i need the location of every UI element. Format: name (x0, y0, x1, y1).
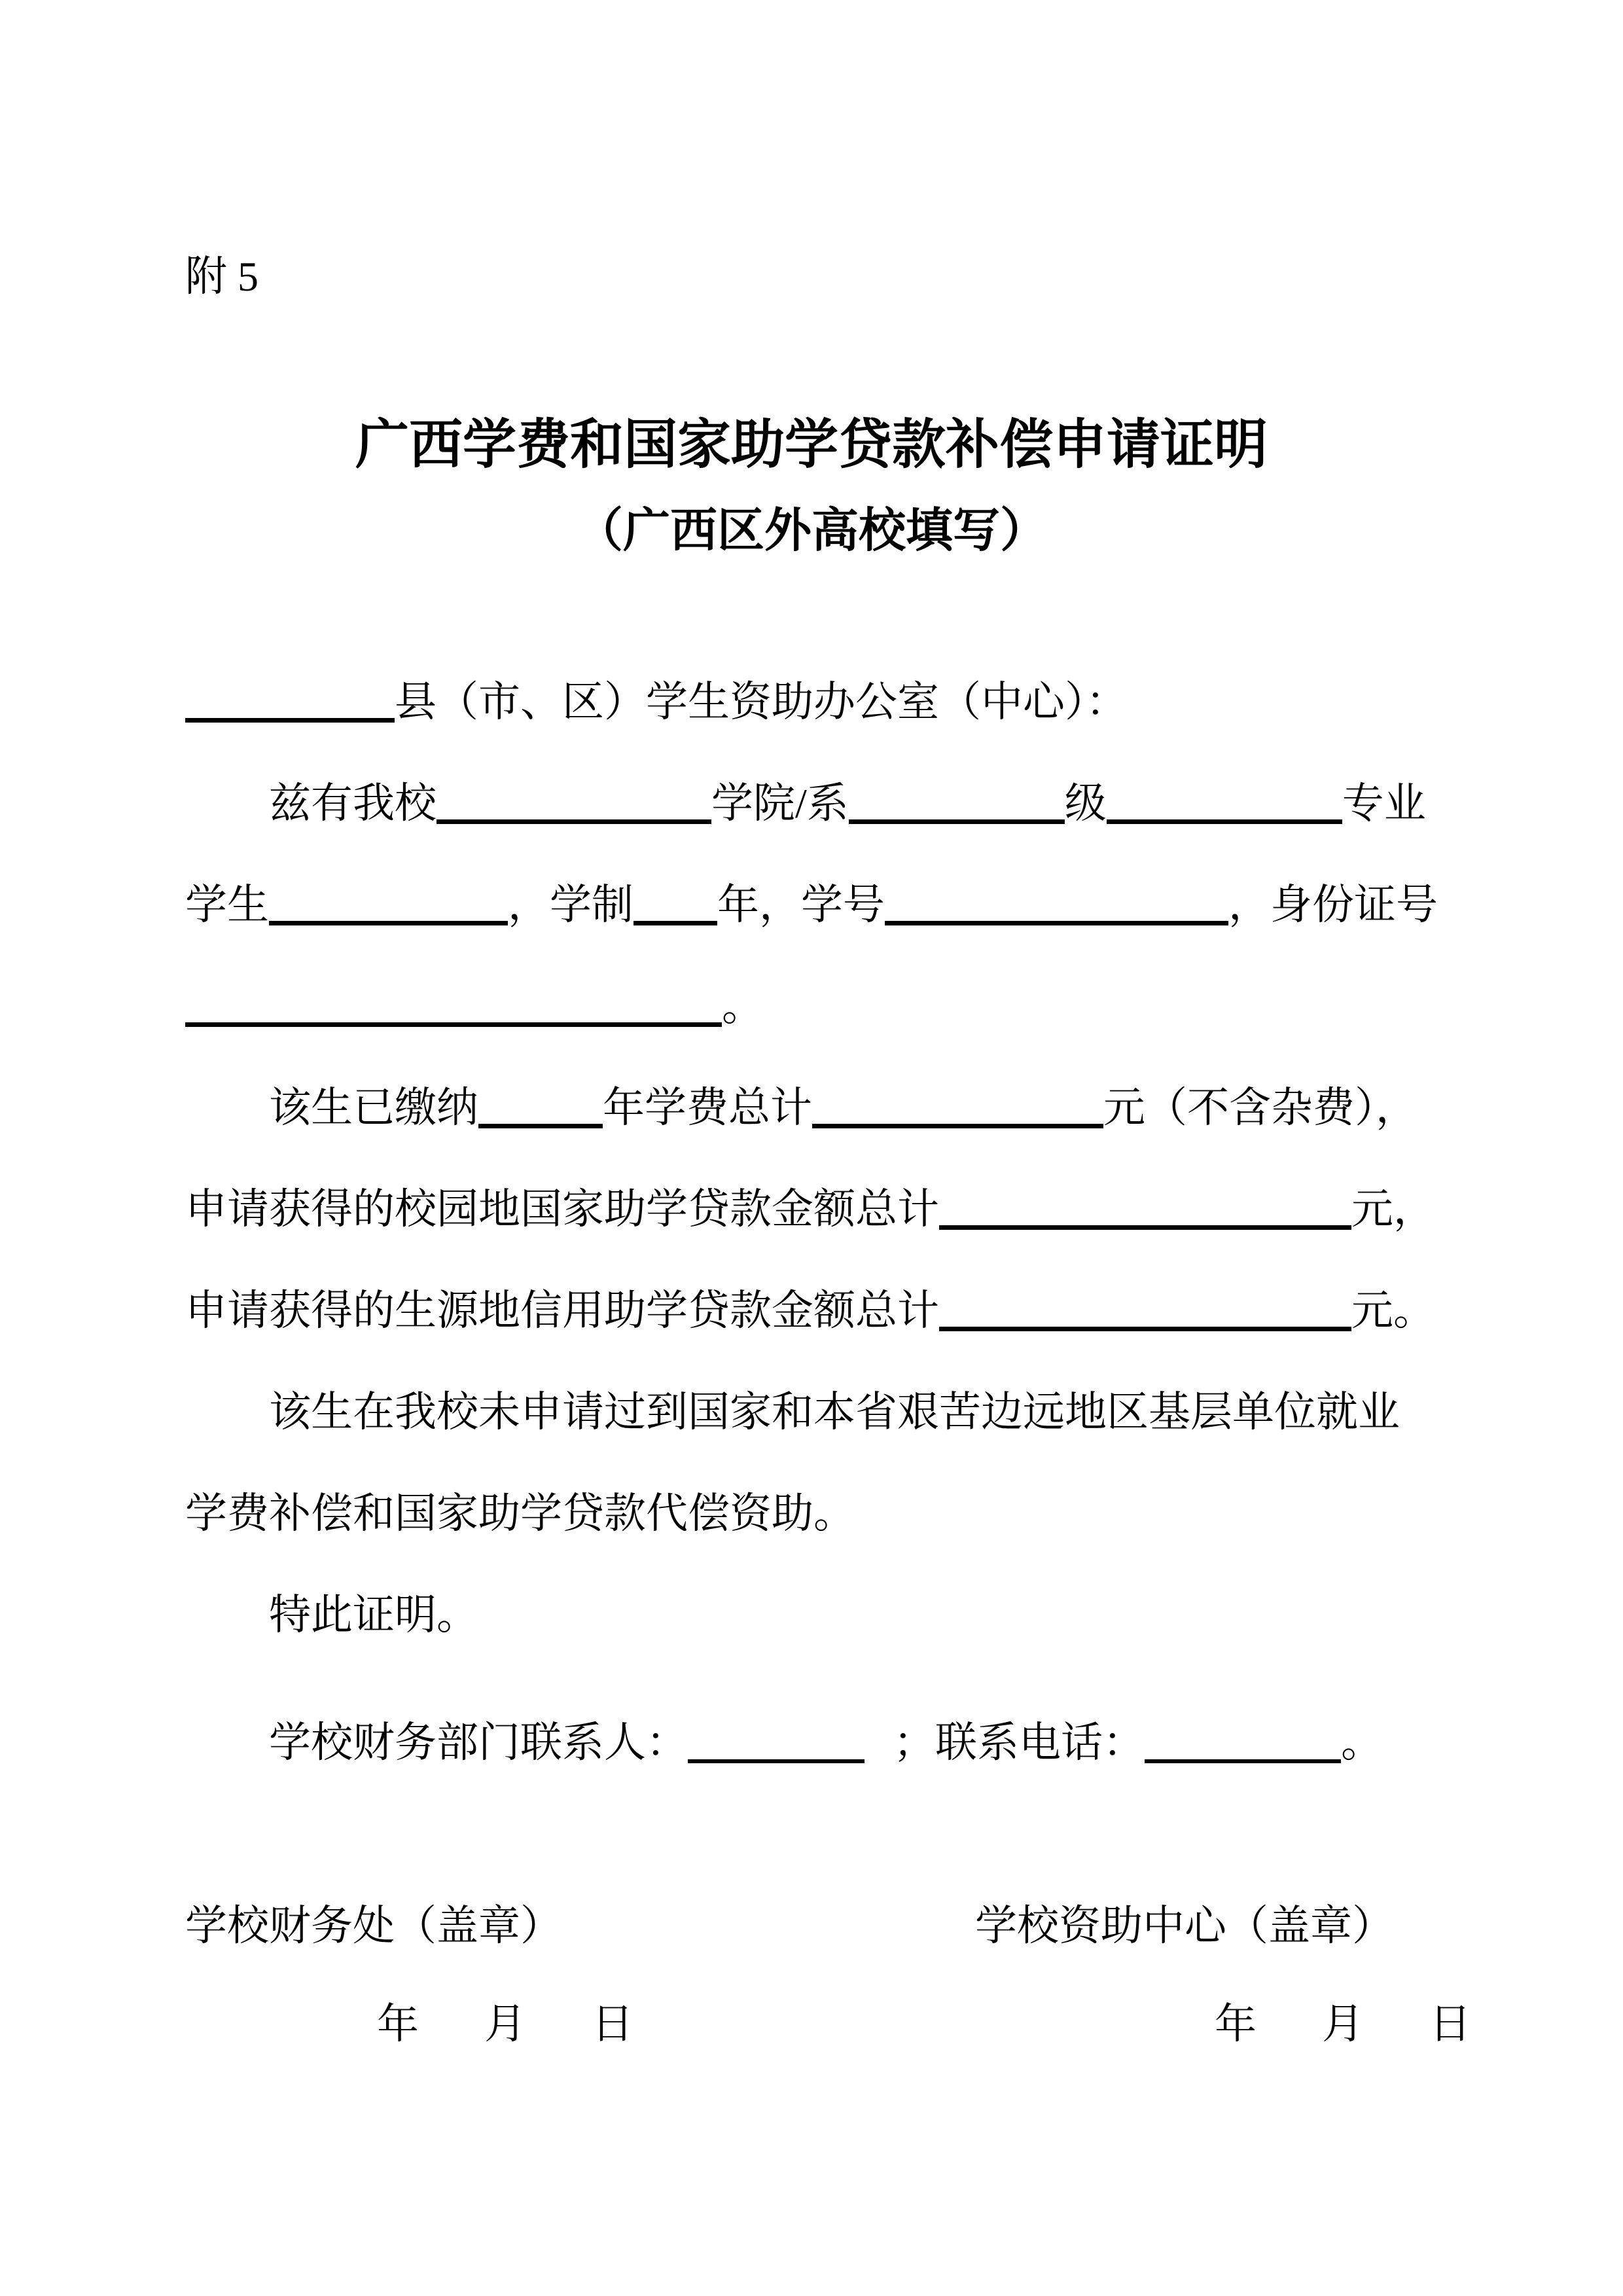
certify-text: 特此证明。 (269, 1592, 478, 1638)
school-line-text-4: 专业 (1342, 780, 1426, 827)
contact-text-2: ；联系电话： (893, 1719, 1145, 1766)
campus-loan-line (185, 1158, 1440, 1260)
source-loan-line (185, 1260, 1440, 1361)
id-number-line (185, 956, 1440, 1057)
blank-major-field (1107, 819, 1342, 824)
student-line-text-2: ，学制 (508, 882, 633, 928)
tuition-line-text-2: 年学费总计 (603, 1085, 812, 1131)
tuition-line (185, 1057, 1440, 1158)
school-line (185, 753, 1440, 854)
document-title: 广西学费和国家助学贷款补偿申请证明 (355, 415, 1268, 475)
no-apply-text-2: 学费补偿和国家助学贷款代偿资助。 (185, 1490, 855, 1537)
student-line-text-1: 学生 (185, 882, 269, 928)
salutation-text: 县（市、区）学生资助办公室（中心）： (395, 679, 1128, 725)
blank-student-name-field (269, 921, 508, 925)
contact-text-1: 学校财务部门联系人： (269, 1719, 688, 1766)
source-loan-text-2: 元。 (1351, 1287, 1435, 1334)
day-label: 日 (592, 2001, 633, 2047)
blank-tuition-total-field (812, 1124, 1103, 1128)
blank-tuition-year-field (478, 1124, 603, 1128)
blank-grade-field (849, 819, 1065, 824)
student-line-text-3: 年，学号 (717, 882, 885, 928)
contact-line (185, 1692, 1440, 1793)
blank-source-loan-total-field (939, 1327, 1351, 1331)
id-line-period: 。 (722, 983, 764, 1030)
school-line-text-3: 级 (1064, 780, 1107, 827)
blank-contact-name-field (688, 1759, 865, 1763)
attachment-label: 附 5 (185, 253, 259, 300)
year-label: 年 (377, 2001, 419, 2047)
blank-id-number-field (185, 1022, 722, 1027)
document-subtitle: （广西区外高校填写） (575, 505, 1047, 557)
tuition-line-text-3: 元（不含杂费）， (1103, 1085, 1418, 1131)
certify-line (185, 1564, 1440, 1666)
no-apply-line-2 (185, 1463, 1440, 1564)
year-label: 年 (1215, 2001, 1257, 2047)
blank-schooling-years-field (633, 921, 717, 925)
school-line-text-2: 学院/系 (711, 780, 849, 827)
blank-contact-phone-field (1145, 1759, 1341, 1763)
blank-campus-loan-total-field (939, 1225, 1351, 1230)
contact-text-3: 。 (1341, 1719, 1383, 1766)
no-apply-line-1 (185, 1361, 1440, 1463)
student-line (185, 854, 1440, 956)
day-label: 日 (1429, 2001, 1471, 2047)
school-line-text-1: 兹有我校 (269, 780, 437, 827)
student-line-text-4: ，身份证号 (1228, 882, 1438, 928)
document-body (185, 651, 1440, 1793)
month-label: 月 (1322, 2001, 1364, 2047)
finance-office-stamp-label: 学校财务处（盖章） (185, 1903, 562, 1949)
source-loan-text-1: 申请获得的生源地信用助学贷款金额总计 (185, 1287, 939, 1334)
month-label: 月 (484, 2001, 526, 2047)
aid-center-stamp-label: 学校资助中心（盖章） (975, 1903, 1394, 1949)
campus-loan-text-2: 元， (1351, 1186, 1435, 1232)
finance-office-date-line (377, 2001, 633, 2047)
aid-center-date-line (1215, 2001, 1471, 2047)
no-apply-text-1: 该生在我校未申请过到国家和本省艰苦边远地区基层单位就业 (269, 1389, 1400, 1435)
blank-college-field (437, 819, 711, 824)
salutation-line (185, 651, 1440, 753)
blank-county-field (185, 718, 395, 723)
blank-student-id-field (885, 921, 1228, 925)
campus-loan-text-1: 申请获得的校园地国家助学贷款金额总计 (185, 1186, 939, 1232)
tuition-line-text-1: 该生已缴纳 (269, 1085, 478, 1131)
